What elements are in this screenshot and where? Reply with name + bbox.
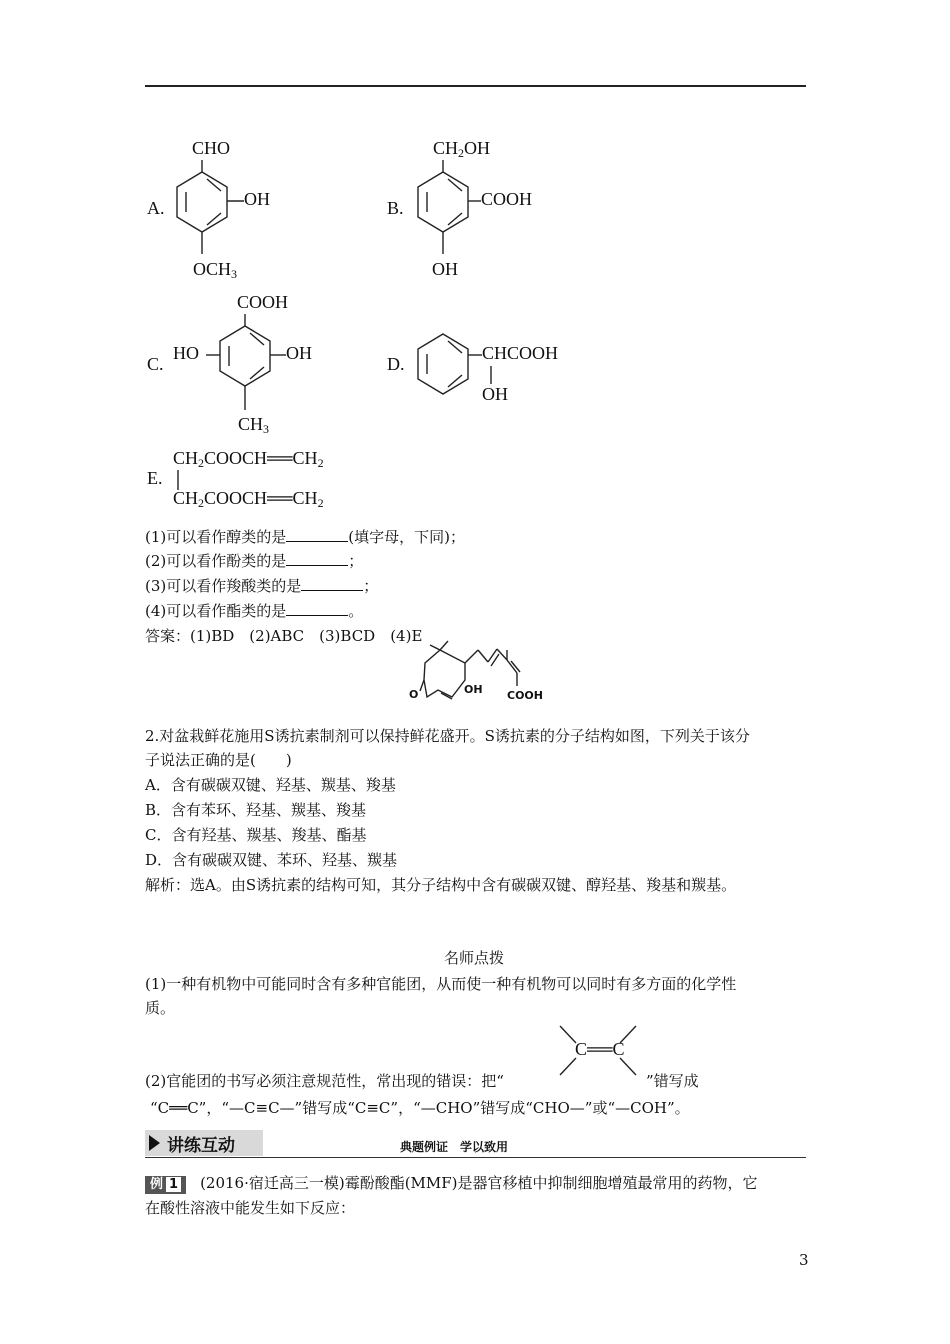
q1-item-2: (2)可以看作酚类的是 ；: [145, 552, 364, 570]
cc-double-bond-label: C══C: [575, 1039, 625, 1059]
option-b-top: $CH_2OH$: [433, 138, 491, 160]
option-d-letter: D.: [387, 354, 405, 374]
tips-p1-line2: 质。: [145, 999, 176, 1017]
section-header: [145, 1130, 806, 1158]
option-e-line2: $CH_2COOCH══CH_2$: [173, 488, 324, 510]
option-b-letter: B.: [387, 198, 404, 218]
q1-item-3: (3)可以看作羧酸类的是 ；: [145, 577, 379, 595]
option-a-right: OH: [244, 189, 270, 209]
s-inducer-cooh: COOH: [507, 689, 543, 702]
example-1-line1: 例 1 (2016·宿迁高三一模)霉酚酸酯(MMF)是器官移植中抑制细胞增殖最常用的药物，它: [145, 1173, 758, 1194]
q2-stem-2: 子说法正确的是( ): [145, 751, 292, 769]
q2-choice-a: A．含有碳碳双键、羟基、羰基、羧基: [145, 776, 396, 794]
option-a-top: CHO: [192, 138, 231, 158]
q2-stem-1: 2.对盆栽鲜花施用S诱抗素制剂可以保持鲜花盛开。S诱抗素的分子结构如图，下列关于该分: [145, 727, 750, 745]
option-b-right: COOH: [481, 189, 533, 209]
tips-title: 名师点拨: [444, 949, 505, 967]
q2-choice-c: C．含有羟基、羰基、羧基、酯基: [145, 826, 367, 844]
s-inducer-oh: OH: [464, 683, 483, 696]
option-c-left: HO: [173, 343, 199, 363]
option-d-below: OH: [482, 384, 508, 404]
option-c-bottom: $CH_3$: [238, 414, 270, 436]
option-b-bottom: OH: [432, 259, 458, 279]
tips-p1-line1: (1)一种有机物中可能同时含有多种官能团，从而使一种有机物可以同时有多方面的化学性: [145, 975, 737, 993]
s-inducer-o: O: [409, 688, 419, 701]
option-a-letter: A.: [147, 198, 165, 218]
q2-choice-d: D．含有碳碳双键、苯环、羟基、羰基: [145, 851, 398, 869]
tips-p2-line2: “C══C”，“—C≡C—”错写成“C≡C”，“—CHO”错写成“CHO—”或“—COH”。: [150, 1099, 690, 1117]
play-triangle-icon: [149, 1135, 160, 1151]
section-subtitle: 典题例证 学以致用: [400, 1140, 509, 1154]
q1-item-1: (1)可以看作醇类的是 (填字母，下同)；: [145, 528, 465, 546]
tips-p2-start: (2)官能团的书写必须注意规范性，常出现的错误：把“: [145, 1072, 504, 1090]
option-c-letter: C.: [147, 354, 164, 374]
option-e-letter: E.: [147, 468, 163, 488]
q1-answer: 答案：(1)BD (2)ABC (3)BCD (4)E: [145, 627, 423, 645]
q2-choice-b: B．含有苯环、羟基、羰基、羧基: [145, 801, 367, 819]
section-title: 讲练互动: [167, 1136, 235, 1156]
option-c-top: COOH: [237, 292, 289, 312]
option-c-right: OH: [286, 343, 312, 363]
option-a-bottom: $OCH_3$: [193, 259, 238, 281]
option-e-line1: $CH_2COOCH══CH_2$: [173, 448, 324, 470]
q1-item-4: (4)可以看作酯类的是 。: [145, 602, 364, 620]
tips-p2-mid: ”错写成: [646, 1072, 699, 1090]
example-1-line2: 在酸性溶液中能发生如下反应：: [145, 1199, 356, 1217]
q2-analysis: 解析：选A。由S诱抗素的结构可知，其分子结构中含有碳碳双键、醇羟基、羧基和羰基。: [145, 876, 737, 894]
page-number: 3: [799, 1251, 809, 1269]
option-d-chain: CHCOOH: [482, 343, 559, 363]
example-badge: 例 1: [145, 1176, 186, 1194]
